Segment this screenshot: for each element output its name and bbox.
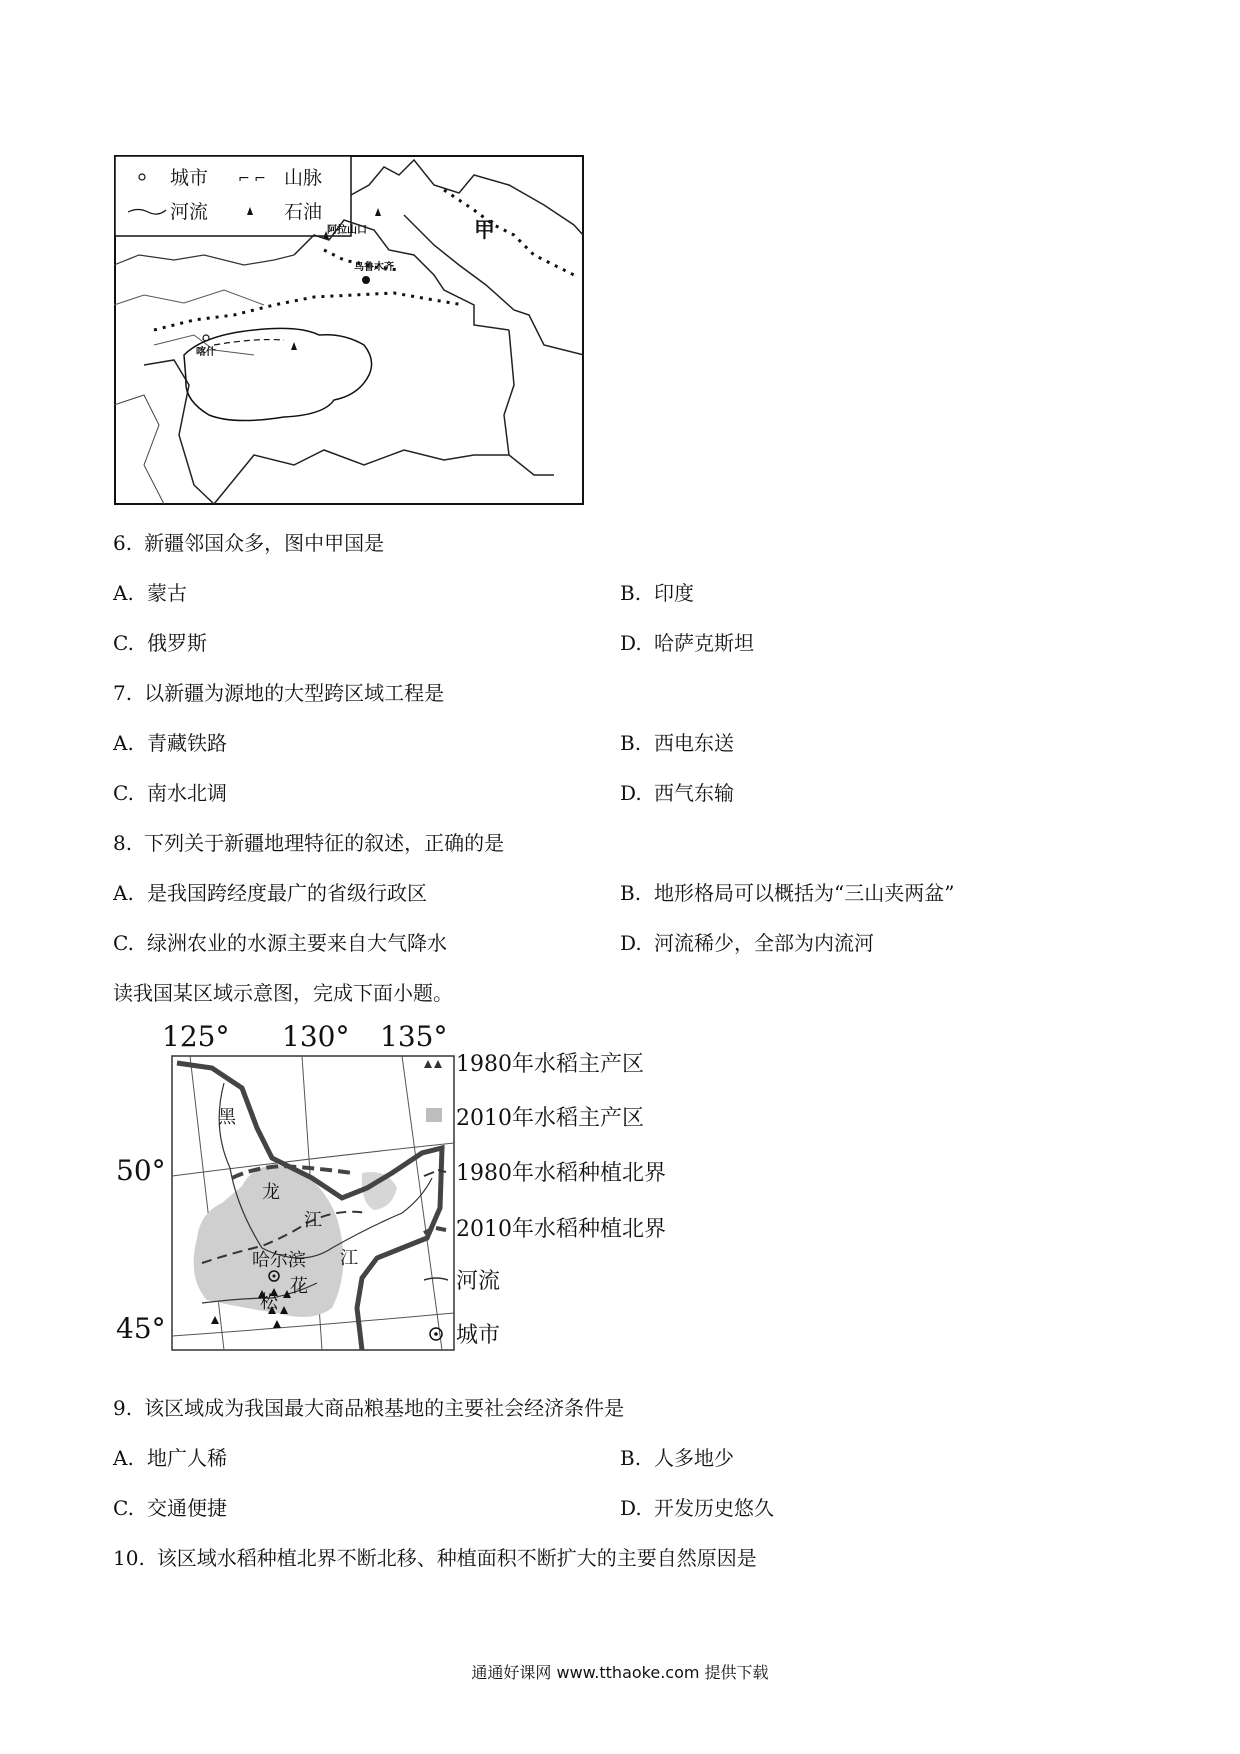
legend-border-1980: 1980年水稻种植北界: [456, 1161, 666, 1186]
question-text: 该区域成为我国最大商品粮基地的主要社会经济条件是: [144, 1396, 625, 1420]
legend-city: 城市: [456, 1323, 501, 1348]
lon-label-135: 135°: [380, 1020, 448, 1053]
option-text: 地形格局可以概括为“三山夹两盆”: [654, 881, 955, 905]
lat-label-45: 45°: [116, 1312, 166, 1345]
option-letter: B.: [620, 1446, 642, 1470]
option-7c[interactable]: [113, 777, 227, 806]
option-6d[interactable]: [620, 627, 754, 656]
option-8a[interactable]: [113, 877, 427, 906]
question-number: 7.: [113, 681, 133, 705]
legend-mountain-label: 山脉: [284, 167, 323, 189]
option-text: 俄罗斯: [147, 631, 207, 655]
option-8b[interactable]: [620, 877, 954, 906]
option-9d[interactable]: [620, 1492, 774, 1521]
instruction-text: 读我国某区域示意图，完成下面小题。: [113, 981, 453, 1005]
question-number: 8.: [113, 831, 133, 855]
option-text: 印度: [654, 581, 694, 605]
option-text: 绿洲农业的水源主要来自大气降水: [147, 931, 447, 955]
option-text: 开发历史悠久: [654, 1496, 774, 1520]
option-letter: A.: [113, 731, 134, 755]
page-footer: 通通好课网 www.tthaoke.com 提供下载: [471, 1663, 769, 1682]
label-urumqi: 乌鲁木齐: [354, 262, 394, 273]
option-text: 是我国跨经度最广的省级行政区: [147, 881, 427, 905]
option-text: 西电东送: [654, 731, 734, 755]
label-hua: 花: [290, 1276, 308, 1297]
option-7b[interactable]: [620, 727, 734, 756]
legend-oil-label: 石油: [284, 201, 323, 223]
legend-river-label: 河流: [170, 201, 209, 223]
option-7d[interactable]: [620, 777, 734, 806]
label-song: 松: [260, 1292, 278, 1313]
option-letter: A.: [113, 1446, 134, 1470]
question-number: 9.: [113, 1396, 133, 1420]
option-letter: C.: [113, 1496, 134, 1520]
question-7: [113, 677, 444, 706]
lat-label-50: 50°: [116, 1154, 166, 1187]
option-letter: B.: [620, 581, 642, 605]
option-letter: D.: [620, 1496, 642, 1520]
label-jiang-1: 江: [304, 1210, 322, 1231]
svg-text:⌐ ⌐: ⌐ ⌐: [238, 171, 266, 187]
option-letter: B.: [620, 881, 642, 905]
label-alashankou: 阿拉山口: [327, 225, 367, 236]
lon-label-125: 125°: [162, 1020, 230, 1053]
question-8: [113, 827, 504, 856]
option-letter: A.: [113, 881, 134, 905]
option-text: 青藏铁路: [147, 731, 227, 755]
question-text: 下列关于新疆地理特征的叙述，正确的是: [144, 831, 505, 855]
label-kashgar: 喀什: [196, 347, 216, 358]
northeast-rice-map: [112, 1008, 752, 1353]
option-text: 西气东输: [654, 781, 734, 805]
option-letter: C.: [113, 781, 134, 805]
option-9a[interactable]: [113, 1442, 227, 1471]
question-10: [113, 1542, 757, 1571]
legend-river: 河流: [456, 1269, 501, 1294]
option-9c[interactable]: [113, 1492, 227, 1521]
legend-rice-2010: 2010年水稻主产区: [456, 1106, 644, 1131]
legend-border-2010: 2010年水稻种植北界: [456, 1217, 666, 1242]
label-jiang-2: 江: [340, 1248, 358, 1269]
question-6: [113, 527, 384, 556]
option-letter: D.: [620, 631, 642, 655]
label-harbin: 哈尔滨: [252, 1250, 306, 1271]
label-hei: 黑: [218, 1107, 236, 1128]
option-text: 蒙古: [147, 581, 187, 605]
option-letter: D.: [620, 781, 642, 805]
question-text: 新疆邻国众多，图中甲国是: [144, 531, 385, 555]
label-jia: 甲: [474, 217, 495, 242]
option-6c[interactable]: [113, 627, 207, 656]
option-9b[interactable]: [620, 1442, 734, 1471]
option-text: 河流稀少，全部为内流河: [654, 931, 874, 955]
option-letter: D.: [620, 931, 642, 955]
option-text: 地广人稀: [147, 1446, 227, 1470]
question-text: 该区域水稻种植北界不断北移、种植面积不断扩大的主要自然原因是: [156, 1546, 757, 1570]
option-letter: B.: [620, 731, 642, 755]
option-6a[interactable]: [113, 577, 187, 606]
question-9: [113, 1392, 624, 1421]
legend-city-label: 城市: [170, 167, 209, 189]
option-7a[interactable]: [113, 727, 227, 756]
option-letter: A.: [113, 581, 134, 605]
option-text: 哈萨克斯坦: [654, 631, 754, 655]
option-letter: C.: [113, 931, 134, 955]
option-text: 交通便捷: [147, 1496, 227, 1520]
option-text: 南水北调: [147, 781, 227, 805]
question-number: 6.: [113, 531, 133, 555]
question-text: 以新疆为源地的大型跨区域工程是: [144, 681, 445, 705]
option-6b[interactable]: [620, 577, 694, 606]
option-8d[interactable]: [620, 927, 874, 956]
xinjiang-map: [114, 155, 584, 505]
legend-rice-1980: 1980年水稻主产区: [456, 1052, 644, 1077]
option-8c[interactable]: [113, 927, 447, 956]
lon-label-130: 130°: [282, 1020, 350, 1053]
question-number: 10.: [113, 1546, 145, 1570]
option-text: 人多地少: [654, 1446, 734, 1470]
label-long: 龙: [262, 1182, 280, 1203]
option-letter: C.: [113, 631, 134, 655]
